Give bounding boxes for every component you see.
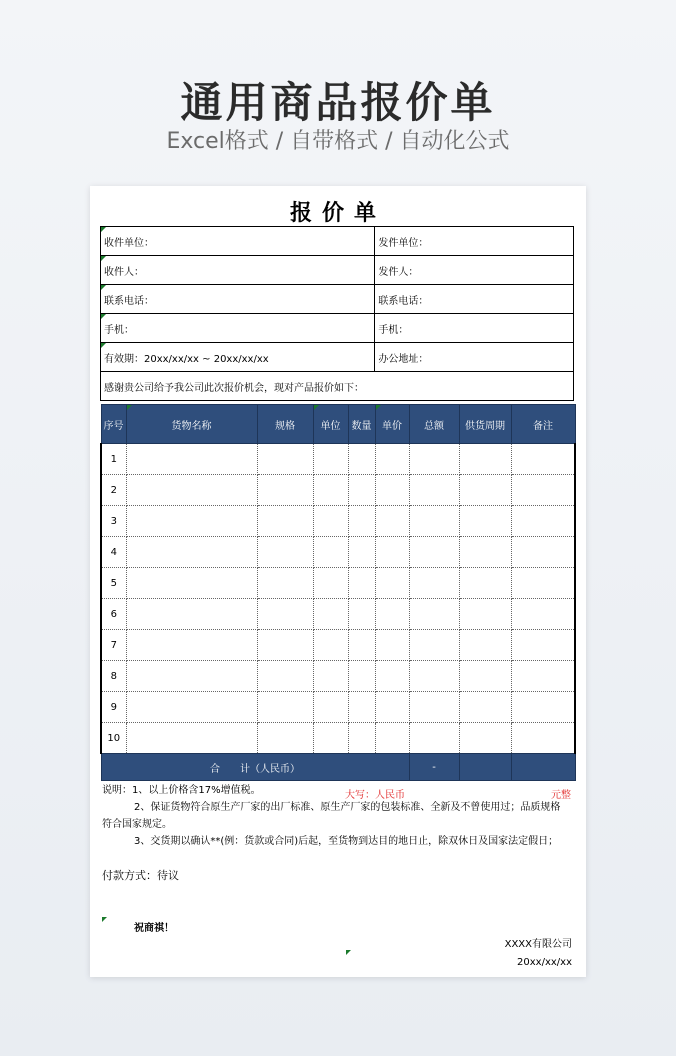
table-cell[interactable] <box>511 475 575 506</box>
table-row <box>101 568 575 599</box>
table-cell[interactable] <box>375 475 409 506</box>
payment-terms: 付款方式：待议 <box>102 869 179 882</box>
table-cell[interactable] <box>313 475 348 506</box>
table-cell[interactable] <box>375 630 409 661</box>
table-cell[interactable] <box>348 692 375 723</box>
info-cell-right[interactable]: 联系电话： <box>375 285 574 314</box>
table-cell[interactable] <box>313 723 348 754</box>
table-cell[interactable] <box>126 506 257 537</box>
row-index: 6 <box>101 599 126 630</box>
table-cell[interactable] <box>257 599 313 630</box>
table-cell[interactable] <box>313 506 348 537</box>
table-cell[interactable] <box>313 444 348 475</box>
total-value[interactable]: - <box>409 754 459 781</box>
contact-info-table <box>100 226 574 401</box>
company-name: XXXX有限公司 <box>504 939 572 950</box>
col-header-unit: 单位 <box>313 405 348 444</box>
signature-date: 20xx/xx/xx <box>517 957 572 968</box>
info-cell-left[interactable]: 有效期：20xx/xx/xx ~ 20xx/xx/xx <box>101 343 375 372</box>
row-index: 5 <box>101 568 126 599</box>
table-cell[interactable] <box>257 630 313 661</box>
table-cell[interactable] <box>126 444 257 475</box>
table-cell[interactable] <box>459 475 511 506</box>
table-cell[interactable] <box>375 537 409 568</box>
table-cell[interactable] <box>313 537 348 568</box>
table-cell[interactable] <box>348 475 375 506</box>
table-cell[interactable] <box>257 475 313 506</box>
table-cell[interactable] <box>257 568 313 599</box>
table-cell[interactable] <box>126 537 257 568</box>
table-cell[interactable] <box>409 568 459 599</box>
notes-section <box>102 782 568 850</box>
row-index: 10 <box>101 723 126 754</box>
col-header-amount: 总额 <box>409 405 459 444</box>
table-cell[interactable] <box>511 444 575 475</box>
thanks-row <box>101 372 574 401</box>
total-label: 合 计（人民币） <box>101 754 409 781</box>
row-index: 4 <box>101 537 126 568</box>
table-cell[interactable] <box>409 599 459 630</box>
capital-amount-suffix: 元整 <box>551 789 571 801</box>
signature-block <box>505 936 572 972</box>
total-row <box>101 754 575 781</box>
table-cell[interactable] <box>375 568 409 599</box>
table-cell[interactable] <box>126 661 257 692</box>
table-cell[interactable] <box>126 630 257 661</box>
table-cell[interactable] <box>375 506 409 537</box>
table-cell[interactable] <box>313 630 348 661</box>
capital-amount-label: 大写：人民币 <box>345 789 405 801</box>
document-title: 报价单 <box>289 201 386 226</box>
col-header-price: 单价 <box>375 405 409 444</box>
table-cell[interactable] <box>348 599 375 630</box>
info-cell-left[interactable]: 联系电话： <box>101 285 375 314</box>
row-index: 8 <box>101 661 126 692</box>
info-cell-right[interactable]: 手机： <box>375 314 574 343</box>
table-cell[interactable] <box>313 599 348 630</box>
comment-marker-icon <box>102 917 107 922</box>
table-cell[interactable] <box>257 661 313 692</box>
table-cell[interactable] <box>348 723 375 754</box>
info-row <box>101 285 574 314</box>
table-cell[interactable] <box>409 444 459 475</box>
table-cell[interactable] <box>257 692 313 723</box>
info-row <box>101 343 574 372</box>
table-cell[interactable] <box>257 723 313 754</box>
total-empty-cell <box>459 754 511 781</box>
row-index: 7 <box>101 630 126 661</box>
info-cell-left[interactable]: 收件单位： <box>101 227 375 256</box>
table-cell[interactable] <box>511 506 575 537</box>
table-row <box>101 475 575 506</box>
col-header-remarks: 备注 <box>511 405 575 444</box>
table-cell[interactable] <box>409 723 459 754</box>
table-cell[interactable] <box>459 661 511 692</box>
table-row <box>101 723 575 754</box>
table-cell[interactable] <box>348 630 375 661</box>
table-cell[interactable] <box>126 475 257 506</box>
quotation-sheet <box>90 186 586 977</box>
col-header-qty: 数量 <box>348 405 375 444</box>
info-cell-left[interactable]: 收件人： <box>101 256 375 285</box>
table-cell[interactable] <box>459 630 511 661</box>
table-cell[interactable] <box>257 537 313 568</box>
info-row <box>101 227 574 256</box>
table-cell[interactable] <box>348 661 375 692</box>
table-cell[interactable] <box>348 568 375 599</box>
info-row <box>101 314 574 343</box>
table-cell[interactable] <box>126 568 257 599</box>
row-index: 2 <box>101 475 126 506</box>
table-cell[interactable] <box>313 661 348 692</box>
total-empty-cell <box>511 754 575 781</box>
table-cell[interactable] <box>511 630 575 661</box>
closing-greeting: 祝商祺！ <box>134 923 174 934</box>
table-cell[interactable] <box>511 723 575 754</box>
note-item: 说明：1、以上价格含17%增值税。 <box>102 785 261 796</box>
table-row <box>101 444 575 475</box>
row-index: 3 <box>101 506 126 537</box>
table-cell[interactable] <box>409 630 459 661</box>
table-cell[interactable] <box>375 444 409 475</box>
table-cell[interactable] <box>348 537 375 568</box>
info-row <box>101 256 574 285</box>
table-cell[interactable] <box>257 506 313 537</box>
table-cell[interactable] <box>348 444 375 475</box>
table-cell[interactable] <box>126 723 257 754</box>
col-header-spec: 规格 <box>257 405 313 444</box>
note-item: 2、保证货物符合原生产厂家的出厂标准、原生产厂家的包装标准、全新及不曾使用过；品质规格符合国家规定。 <box>102 802 561 830</box>
col-header-lead-time: 供货周期 <box>459 405 511 444</box>
table-cell[interactable] <box>375 661 409 692</box>
header-row <box>101 405 575 444</box>
info-cell-right[interactable]: 发件单位： <box>375 227 574 256</box>
table-cell[interactable] <box>126 599 257 630</box>
table-row <box>101 537 575 568</box>
table-cell[interactable] <box>511 661 575 692</box>
table-cell[interactable] <box>511 692 575 723</box>
table-cell[interactable] <box>459 444 511 475</box>
table-row <box>101 661 575 692</box>
table-cell[interactable] <box>459 537 511 568</box>
table-cell[interactable] <box>409 537 459 568</box>
table-cell[interactable] <box>409 661 459 692</box>
info-cell-right[interactable]: 办公地址： <box>375 343 574 372</box>
table-cell[interactable] <box>459 506 511 537</box>
table-row <box>101 506 575 537</box>
row-index: 9 <box>101 692 126 723</box>
table-cell[interactable] <box>313 692 348 723</box>
table-cell[interactable] <box>511 599 575 630</box>
table-cell[interactable] <box>257 444 313 475</box>
page-subtitle: Excel格式 / 自带格式 / 自动化公式 <box>166 129 510 154</box>
table-cell[interactable] <box>459 692 511 723</box>
table-cell[interactable] <box>459 568 511 599</box>
row-index: 1 <box>101 444 126 475</box>
table-cell[interactable] <box>375 723 409 754</box>
items-table <box>100 404 576 805</box>
table-cell[interactable] <box>348 506 375 537</box>
info-cell-left[interactable]: 手机： <box>101 314 375 343</box>
page-title: 通用商品报价单 <box>180 78 496 127</box>
table-cell[interactable] <box>375 599 409 630</box>
table-row <box>101 630 575 661</box>
comment-marker-icon <box>346 950 351 955</box>
table-row <box>101 599 575 630</box>
table-cell[interactable] <box>511 568 575 599</box>
table-cell[interactable] <box>409 506 459 537</box>
table-cell[interactable] <box>126 692 257 723</box>
table-cell[interactable] <box>313 568 348 599</box>
table-cell[interactable] <box>409 475 459 506</box>
table-cell[interactable] <box>511 537 575 568</box>
col-header-index: 序号 <box>101 405 126 444</box>
info-cell-right[interactable]: 发件人： <box>375 256 574 285</box>
table-cell[interactable] <box>459 599 511 630</box>
note-item: 3、交货期以确认**(例：货款或合同)后起，至货物到达目的地日止，除双休日及国家法定假日； <box>134 836 559 847</box>
table-cell[interactable] <box>409 692 459 723</box>
table-cell[interactable] <box>459 723 511 754</box>
thanks-text: 感谢贵公司给予我公司此次报价机会，现对产品报价如下： <box>101 372 574 401</box>
table-cell[interactable] <box>375 692 409 723</box>
col-header-name: 货物名称 <box>126 405 257 444</box>
table-row <box>101 692 575 723</box>
